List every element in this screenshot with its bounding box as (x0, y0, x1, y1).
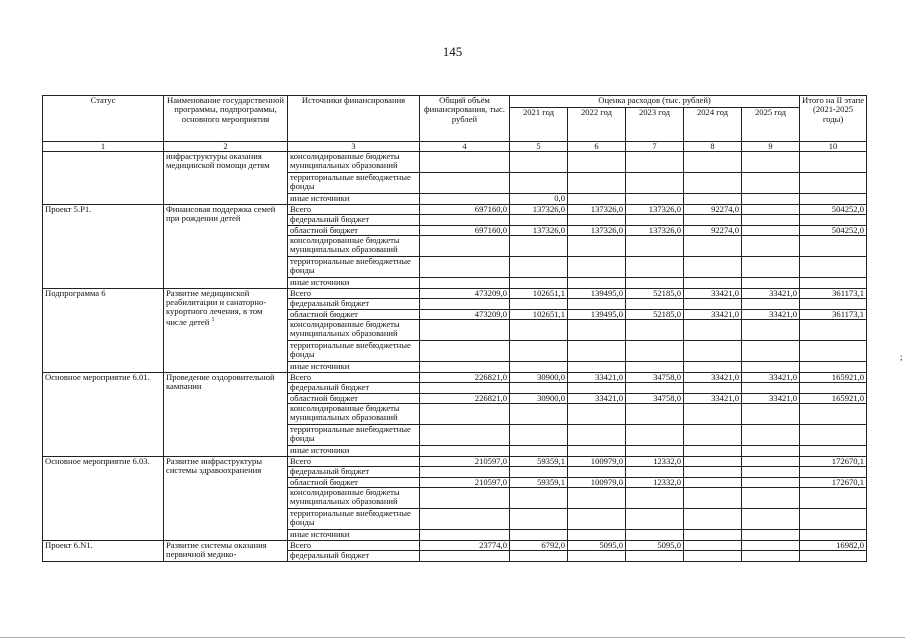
amount-cell (420, 362, 510, 373)
amount-cell (800, 362, 867, 373)
header-name: Наименование государственной программы, подпрограммы, основного мероприятия (164, 96, 288, 142)
amount-cell (510, 404, 568, 425)
amount-cell (800, 236, 867, 257)
amount-cell (568, 278, 626, 289)
amount-cell (684, 551, 742, 562)
amount-cell (626, 509, 684, 530)
table-header (43, 96, 867, 152)
amount-cell (684, 509, 742, 530)
funding-source: федеральный бюджет (288, 215, 420, 226)
amount-cell (510, 320, 568, 341)
funding-source: областной бюджет (288, 393, 420, 404)
amount-cell (742, 488, 800, 509)
amount-cell (800, 320, 867, 341)
amount-cell: 697160,0 (420, 225, 510, 236)
amount-cell (510, 488, 568, 509)
amount-cell (800, 278, 867, 289)
amount-cell (800, 446, 867, 457)
amount-cell (626, 446, 684, 457)
amount-cell: 139495,0 (568, 288, 626, 299)
header-year-2025: 2025 год (742, 108, 800, 142)
header-year-2022: 2022 год (568, 108, 626, 142)
amount-cell: 226821,0 (420, 393, 510, 404)
amount-cell: 473209,0 (420, 288, 510, 299)
amount-cell (568, 467, 626, 478)
funding-source: областной бюджет (288, 225, 420, 236)
amount-cell (742, 152, 800, 173)
amount-cell: 34758,0 (626, 393, 684, 404)
amount-cell: 361173,1 (800, 309, 867, 320)
amount-cell (626, 341, 684, 362)
amount-cell (742, 530, 800, 541)
funding-source: территориальные внебюджетные фонды (288, 257, 420, 278)
amount-cell (510, 530, 568, 541)
row-program-name (164, 540, 288, 561)
amount-cell: 137326,0 (568, 225, 626, 236)
amount-cell (684, 540, 742, 551)
amount-cell (568, 173, 626, 194)
amount-cell (684, 404, 742, 425)
amount-cell (684, 299, 742, 310)
funding-source: Всего (288, 540, 420, 551)
funding-source: иные источники (288, 530, 420, 541)
amount-cell (420, 215, 510, 226)
amount-cell (420, 446, 510, 457)
amount-cell (684, 215, 742, 226)
column-number: 7 (626, 142, 684, 152)
funding-source: консолидированные бюджеты муниципальных образований (288, 320, 420, 341)
row-status: Проект 6.N1. (43, 540, 164, 561)
table-row (43, 456, 867, 467)
amount-cell (684, 383, 742, 394)
amount-cell (420, 299, 510, 310)
amount-cell (420, 257, 510, 278)
amount-cell: 0,0 (510, 194, 568, 205)
amount-cell (510, 383, 568, 394)
amount-cell (510, 551, 568, 562)
amount-cell (800, 467, 867, 478)
amount-cell (684, 194, 742, 205)
amount-cell (420, 173, 510, 194)
row-status: Проект 5.Р1. (43, 204, 164, 288)
amount-cell (568, 362, 626, 373)
amount-cell (510, 173, 568, 194)
column-number: 4 (420, 142, 510, 152)
column-number-row (43, 142, 867, 152)
amount-cell (420, 425, 510, 446)
funding-source: территориальные внебюджетные фонды (288, 341, 420, 362)
amount-cell (800, 341, 867, 362)
funding-source: федеральный бюджет (288, 551, 420, 562)
amount-cell (742, 299, 800, 310)
amount-cell (626, 299, 684, 310)
footnote-marker: 1 (211, 316, 215, 323)
amount-cell: 137326,0 (626, 225, 684, 236)
amount-cell: 172670,1 (800, 477, 867, 488)
funding-source: федеральный бюджет (288, 299, 420, 310)
amount-cell (510, 257, 568, 278)
amount-cell (684, 488, 742, 509)
column-number: 10 (800, 142, 867, 152)
amount-cell (684, 467, 742, 478)
amount-cell: 12332,0 (626, 456, 684, 467)
amount-cell (420, 467, 510, 478)
amount-cell: 361173,1 (800, 288, 867, 299)
amount-cell (626, 530, 684, 541)
page-number: 145 (442, 44, 463, 59)
program-name-text: Финансовая поддержка семей при рождении детей (166, 204, 276, 223)
header-year-2023: 2023 год (626, 108, 684, 142)
amount-cell: 59359,1 (510, 456, 568, 467)
amount-cell (420, 236, 510, 257)
amount-cell: 137326,0 (510, 204, 568, 215)
side-mark: ; (900, 352, 903, 362)
row-program-name (164, 456, 288, 540)
amount-cell (510, 446, 568, 457)
amount-cell (626, 173, 684, 194)
amount-cell: 12332,0 (626, 477, 684, 488)
header-year-2024: 2024 год (684, 108, 742, 142)
amount-cell (626, 236, 684, 257)
header-sources: Источники финансирования (288, 96, 420, 142)
amount-cell (626, 278, 684, 289)
amount-cell: 33421,0 (742, 372, 800, 383)
amount-cell (742, 320, 800, 341)
program-name-text: Проведение оздоровительной кампании (166, 372, 275, 391)
amount-cell (742, 204, 800, 215)
row-program-name (164, 152, 288, 205)
amount-cell (510, 341, 568, 362)
amount-cell (742, 173, 800, 194)
funding-source: федеральный бюджет (288, 467, 420, 478)
column-number: 9 (742, 142, 800, 152)
amount-cell (568, 236, 626, 257)
amount-cell: 6792,0 (510, 540, 568, 551)
amount-cell (420, 152, 510, 173)
header-estimate: Оценка расходов (тыс. рублей) (510, 96, 800, 108)
amount-cell (684, 446, 742, 457)
amount-cell: 100979,0 (568, 456, 626, 467)
amount-cell (568, 341, 626, 362)
amount-cell: 102651,1 (510, 309, 568, 320)
amount-cell (800, 488, 867, 509)
header-total: Общий объём финансирования, тыс. рублей (420, 96, 510, 142)
amount-cell: 210597,0 (420, 456, 510, 467)
amount-cell (626, 215, 684, 226)
amount-cell (626, 383, 684, 394)
amount-cell (420, 530, 510, 541)
amount-cell: 33421,0 (684, 309, 742, 320)
amount-cell: 165921,0 (800, 372, 867, 383)
amount-cell (510, 467, 568, 478)
amount-cell (742, 467, 800, 478)
amount-cell: 33421,0 (684, 372, 742, 383)
amount-cell: 59359,1 (510, 477, 568, 488)
funding-source: Всего (288, 456, 420, 467)
header-status: Статус (43, 96, 164, 142)
amount-cell: 504252,0 (800, 204, 867, 215)
amount-cell (684, 341, 742, 362)
amount-cell (742, 383, 800, 394)
amount-cell: 137326,0 (568, 204, 626, 215)
amount-cell (510, 152, 568, 173)
amount-cell (568, 425, 626, 446)
table-row (43, 204, 867, 215)
amount-cell (742, 194, 800, 205)
amount-cell (420, 383, 510, 394)
amount-cell (420, 278, 510, 289)
amount-cell (626, 152, 684, 173)
amount-cell: 697160,0 (420, 204, 510, 215)
amount-cell (800, 152, 867, 173)
amount-cell: 33421,0 (684, 393, 742, 404)
amount-cell (626, 425, 684, 446)
amount-cell: 92274,0 (684, 225, 742, 236)
amount-cell (742, 425, 800, 446)
amount-cell (742, 215, 800, 226)
amount-cell: 210597,0 (420, 477, 510, 488)
amount-cell (626, 404, 684, 425)
amount-cell (800, 257, 867, 278)
scan-edge-line (0, 637, 905, 638)
amount-cell (568, 257, 626, 278)
column-number: 2 (164, 142, 288, 152)
funding-source: территориальные внебюджетные фонды (288, 425, 420, 446)
amount-cell: 30900,0 (510, 393, 568, 404)
amount-cell (420, 320, 510, 341)
funding-source: иные источники (288, 194, 420, 205)
row-status: Подпрограмма 6 (43, 288, 164, 372)
amount-cell: 33421,0 (568, 372, 626, 383)
amount-cell (684, 320, 742, 341)
funding-source: Всего (288, 372, 420, 383)
amount-cell: 33421,0 (742, 309, 800, 320)
funding-source: иные источники (288, 446, 420, 457)
amount-cell (568, 509, 626, 530)
row-program-name (164, 204, 288, 288)
table-row (43, 288, 867, 299)
amount-cell (420, 194, 510, 205)
amount-cell (684, 152, 742, 173)
table-row (43, 152, 867, 173)
amount-cell (742, 362, 800, 373)
funding-source: федеральный бюджет (288, 383, 420, 394)
amount-cell (626, 551, 684, 562)
funding-source: иные источники (288, 362, 420, 373)
amount-cell (568, 488, 626, 509)
amount-cell (510, 236, 568, 257)
amount-cell (420, 404, 510, 425)
amount-cell (568, 530, 626, 541)
amount-cell (800, 194, 867, 205)
column-number: 5 (510, 142, 568, 152)
amount-cell (568, 551, 626, 562)
program-name-text: Развитие инфраструктуры системы здравоохранения (166, 456, 263, 475)
amount-cell (684, 456, 742, 467)
amount-cell: 100979,0 (568, 477, 626, 488)
amount-cell (626, 488, 684, 509)
row-program-name (164, 372, 288, 456)
amount-cell (420, 551, 510, 562)
amount-cell: 504252,0 (800, 225, 867, 236)
amount-cell (742, 477, 800, 488)
amount-cell (742, 551, 800, 562)
amount-cell (510, 278, 568, 289)
amount-cell: 473209,0 (420, 309, 510, 320)
amount-cell (800, 404, 867, 425)
amount-cell (742, 446, 800, 457)
amount-cell (742, 509, 800, 530)
program-name-text: Развитие системы оказания первичной медико- (166, 540, 267, 559)
amount-cell (800, 173, 867, 194)
amount-cell: 23774,0 (420, 540, 510, 551)
amount-cell: 92274,0 (684, 204, 742, 215)
funding-source: областной бюджет (288, 309, 420, 320)
funding-source: областной бюджет (288, 477, 420, 488)
amount-cell (626, 194, 684, 205)
amount-cell (742, 236, 800, 257)
amount-cell (684, 425, 742, 446)
amount-cell: 137326,0 (510, 225, 568, 236)
funding-source: консолидированные бюджеты муниципальных образований (288, 236, 420, 257)
amount-cell (568, 320, 626, 341)
amount-cell (742, 257, 800, 278)
funding-source: консолидированные бюджеты муниципальных образований (288, 404, 420, 425)
funding-source: консолидированные бюджеты муниципальных образований (288, 488, 420, 509)
amount-cell (684, 477, 742, 488)
amount-cell (568, 299, 626, 310)
header-itogo: Итого на II этапе (2021-2025 годы) (800, 96, 867, 142)
funding-source: иные источники (288, 278, 420, 289)
amount-cell (684, 362, 742, 373)
amount-cell (568, 383, 626, 394)
funding-source: территориальные внебюджетные фонды (288, 509, 420, 530)
amount-cell: 137326,0 (626, 204, 684, 215)
row-status (43, 152, 164, 205)
amount-cell (568, 194, 626, 205)
amount-cell (800, 215, 867, 226)
amount-cell (800, 425, 867, 446)
amount-cell: 52185,0 (626, 309, 684, 320)
amount-cell (800, 383, 867, 394)
amount-cell (742, 278, 800, 289)
table-body (43, 152, 867, 562)
amount-cell (684, 236, 742, 257)
funding-source: территориальные внебюджетные фонды (288, 173, 420, 194)
amount-cell: 33421,0 (742, 393, 800, 404)
amount-cell (568, 152, 626, 173)
amount-cell (510, 215, 568, 226)
amount-cell: 102651,1 (510, 288, 568, 299)
amount-cell: 139495,0 (568, 309, 626, 320)
amount-cell (684, 173, 742, 194)
amount-cell (800, 299, 867, 310)
amount-cell (684, 257, 742, 278)
amount-cell: 34758,0 (626, 372, 684, 383)
amount-cell (568, 446, 626, 457)
row-program-name (164, 288, 288, 372)
amount-cell (420, 488, 510, 509)
funding-source: Всего (288, 204, 420, 215)
amount-cell (684, 278, 742, 289)
amount-cell: 33421,0 (742, 288, 800, 299)
table-row (43, 372, 867, 383)
amount-cell (742, 456, 800, 467)
program-name-text: инфраструктуры оказания медицинской помощи детям (166, 151, 270, 171)
financing-table (42, 95, 867, 562)
amount-cell (510, 509, 568, 530)
row-status: Основное мероприятие 6.01. (43, 372, 164, 456)
amount-cell: 30900,0 (510, 372, 568, 383)
amount-cell (626, 257, 684, 278)
program-name-text: Развитие медицинской реабилитации и санаторно-курортного лечения, в том числе детей (166, 288, 267, 327)
amount-cell (800, 530, 867, 541)
amount-cell: 165921,0 (800, 393, 867, 404)
amount-cell (568, 215, 626, 226)
funding-source: консолидированные бюджеты муниципальных образований (288, 152, 420, 173)
amount-cell: 5095,0 (626, 540, 684, 551)
amount-cell (420, 341, 510, 362)
column-number: 8 (684, 142, 742, 152)
amount-cell (420, 509, 510, 530)
amount-cell (742, 540, 800, 551)
amount-cell: 226821,0 (420, 372, 510, 383)
amount-cell (742, 225, 800, 236)
amount-cell (510, 362, 568, 373)
column-number: 3 (288, 142, 420, 152)
amount-cell: 52185,0 (626, 288, 684, 299)
amount-cell (742, 341, 800, 362)
table-row (43, 540, 867, 551)
funding-source: Всего (288, 288, 420, 299)
amount-cell: 33421,0 (568, 393, 626, 404)
amount-cell: 33421,0 (684, 288, 742, 299)
amount-cell (510, 299, 568, 310)
amount-cell (626, 467, 684, 478)
amount-cell (626, 362, 684, 373)
amount-cell: 5095,0 (568, 540, 626, 551)
amount-cell (626, 320, 684, 341)
amount-cell (568, 404, 626, 425)
amount-cell: 172670,1 (800, 456, 867, 467)
amount-cell (684, 530, 742, 541)
amount-cell (800, 509, 867, 530)
amount-cell: 16982,0 (800, 540, 867, 551)
amount-cell (800, 551, 867, 562)
column-number: 1 (43, 142, 164, 152)
header-year-2021: 2021 год (510, 108, 568, 142)
amount-cell (510, 425, 568, 446)
row-status: Основное мероприятие 6.03. (43, 456, 164, 540)
amount-cell (742, 404, 800, 425)
column-number: 6 (568, 142, 626, 152)
